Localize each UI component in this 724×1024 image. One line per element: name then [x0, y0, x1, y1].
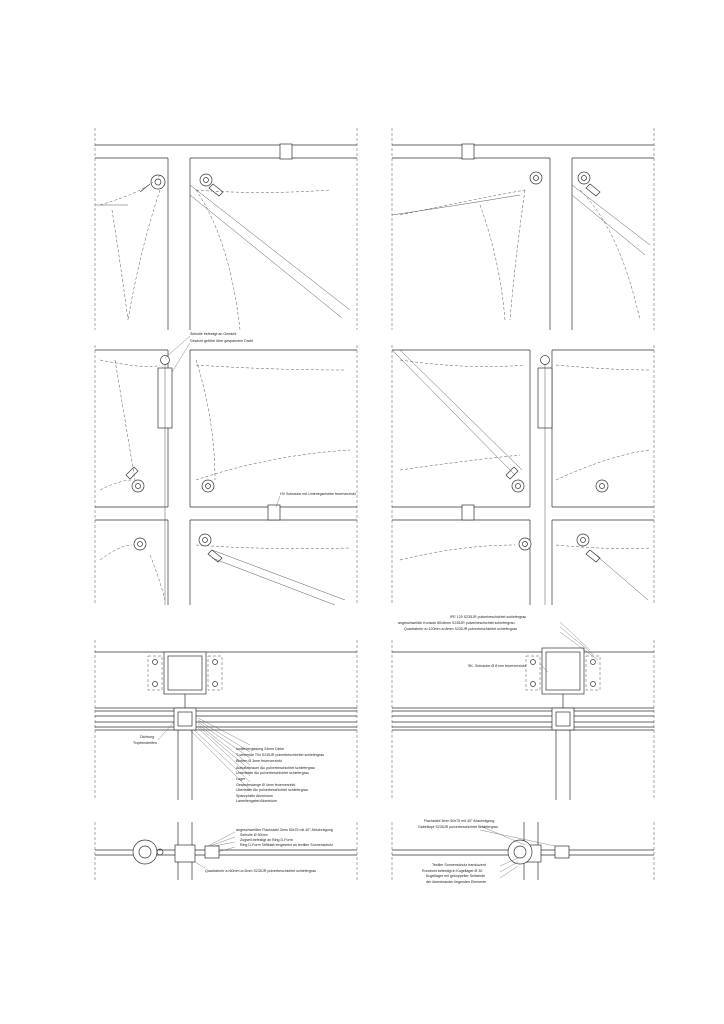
label-alu-profile: Überleiste Alu pulverbeschichtet schiefergrau — [236, 788, 308, 792]
label-rope-pulley: Seilrolle Ø 90mm — [240, 833, 268, 837]
label-alu-cap-top: Aufsatzbeauer Alu pulverbeschichtet schiefergrau — [236, 766, 315, 770]
label-round-rope: Rundrohr befestigt in Kugellager Ø 30 — [422, 869, 483, 873]
plan-view-top-left — [95, 128, 357, 330]
section-detail-mid-left — [95, 640, 357, 800]
plan-view-mid-right — [392, 345, 654, 605]
label-insulating-glass: Isolierverglasung 24mm Dicke — [236, 747, 285, 751]
label-square-tube-bottom: Quadratrohr a=60mm a=3mm S235JR pulverbeschichtet schiefergrau — [205, 869, 317, 873]
label-sk-screw: SK- Schraube Ø 8 mm feuerverzinkt — [468, 664, 526, 668]
label-lamella-fork: Lamellengabel Aluminium — [236, 799, 277, 803]
label-rivet: Bintern Ø 3mm feuerverzinkt — [236, 759, 282, 763]
label-textile-shade: Textiler Sonnenschutz transluzent — [432, 863, 486, 867]
label-fork-head: Gabelkopf S235JR pulverbeschichtet schiefergrau — [418, 825, 498, 829]
label-clamp-plate: Spannplatte Aluminium — [236, 794, 273, 798]
label-alu-cap-bottom: Unterleiste Alu pulverbeschichtet schiefergrau — [236, 771, 309, 775]
label-threaded-rod: Gewindestange Ø 4mm feuerverzinkt — [236, 783, 296, 787]
label-ball-bearing: Kugellager mit gekoppelter Seilwinde — [426, 874, 486, 878]
label-drip-seal: Tropfenstreifen — [133, 741, 158, 745]
label-t-profile: T-stehende TIN S235JR pulverbeschichtet schiefergrau — [236, 753, 325, 757]
label-flat-steel-right: Flachstahl 3mm 50x75 mit 40° Abschrägung — [424, 819, 495, 823]
plan-view-mid-left — [95, 345, 357, 605]
label-draw-rope: Zugseil befestigt an Ring D-Form — [240, 838, 293, 842]
label-square-tube-top: Quadratrohr a=120mm a=8mm S235JR pulverbeschichtet schiefergrau — [404, 627, 518, 631]
section-detail-mid-right — [392, 622, 654, 800]
label-bearing: Lager — [236, 777, 246, 781]
label-overlapping: der übereinander liegenden Elemente — [426, 880, 487, 884]
label-console: angeschweißte Konsole 80x8mm S235JR pulverbeschichtet schiefergrau — [398, 621, 515, 625]
label-weight-guided: Gewicht geführt über gespannten Draht — [190, 339, 253, 343]
label-hv-screw: HV Schraube mit Unterlegscheibe feuerverzinkt — [280, 492, 356, 496]
label-ring-d: Ring D-Form Stiftblatt eingesetzt an textilen Sonnenschutz — [240, 843, 334, 847]
label-ipe: IPE 120 S235JR pulverbeschichtet schiefergrau — [450, 615, 527, 619]
label-flat-steel-left: angeschweißter Flachstahl 3mm 50x75 mit 40° Abschrägung — [236, 828, 333, 832]
label-seal: Dichtung — [140, 735, 155, 739]
plan-view-top-right — [392, 128, 654, 330]
label-rope-fixed: Seilrolle befestigt an Gewicht — [190, 332, 237, 336]
